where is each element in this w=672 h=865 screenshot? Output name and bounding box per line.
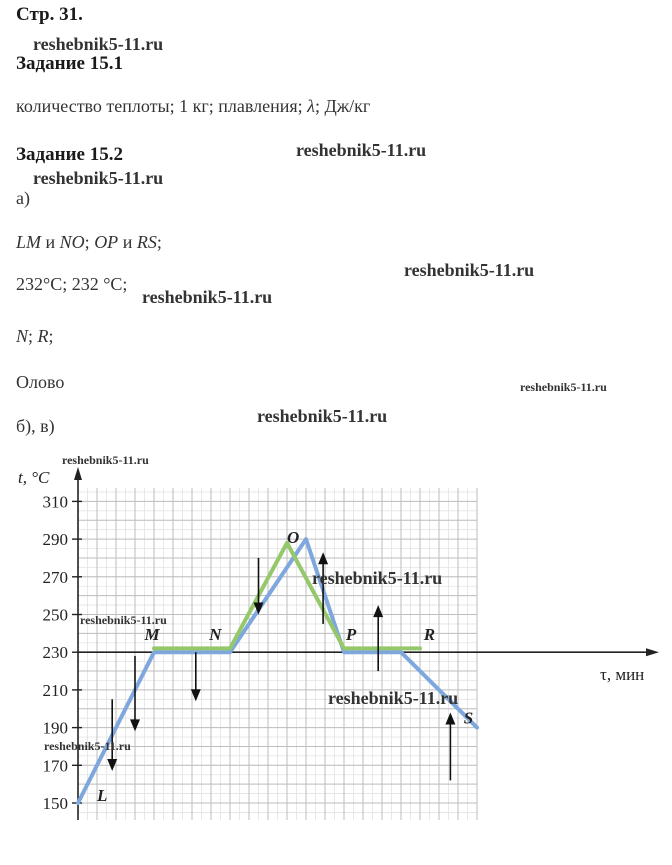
conj: и: [41, 232, 60, 252]
y-tick-label: 250: [42, 605, 68, 625]
lambda-symbol: λ: [307, 96, 315, 116]
y-tick-label: 290: [42, 530, 68, 550]
watermark: reshebnik5-11.ru: [296, 140, 427, 160]
end: ;: [48, 326, 54, 346]
end: ;: [156, 232, 162, 252]
x-axis-label: τ, мин: [600, 665, 645, 685]
sep: ;: [84, 232, 95, 252]
segment-op: OP: [94, 232, 119, 252]
point-label-l: L: [97, 786, 108, 805]
watermark: reshebnik5-11.ru: [142, 287, 273, 307]
task-15-1-title: Задание 15.1: [16, 53, 123, 74]
task-15-1-answer: [16, 96, 370, 117]
y-tick-label: 210: [42, 680, 68, 700]
temperature-time-chart: [0, 440, 672, 865]
watermark: reshebnik5-11.ru: [404, 260, 535, 280]
watermark: reshebnik5-11.ru: [33, 168, 164, 188]
page-header: Стр. 31.: [16, 4, 83, 25]
sep: ;: [28, 326, 38, 346]
segment-rs: RS: [136, 232, 157, 252]
answer-text: количество теплоты; 1 кг; плавления;: [16, 96, 303, 116]
watermark: reshebnik5-11.ru: [44, 739, 131, 753]
point-n: N: [16, 326, 29, 346]
y-tick-label: 230: [42, 643, 68, 663]
point-label-o: O: [287, 528, 300, 548]
conj: и: [118, 232, 137, 252]
part-bc-label: б), в): [16, 416, 55, 436]
y-axis-arrow: [74, 467, 82, 480]
point-label-p: P: [345, 625, 357, 645]
y-tick-label: 150: [42, 794, 68, 813]
answer-line-temperatures: 232°C; 232 °C;: [16, 274, 128, 294]
point-label-m: M: [144, 625, 160, 645]
y-tick-label: 270: [42, 567, 68, 587]
task-15-2-title: Задание 15.2: [16, 144, 123, 165]
point-label-n: N: [209, 625, 222, 645]
watermark: reshebnik5-11.ru: [328, 688, 459, 708]
answer-line-segments: [16, 232, 162, 253]
watermark: reshebnik5-11.ru: [520, 380, 607, 394]
watermark: reshebnik5-11.ru: [80, 613, 167, 627]
y-tick-label: 310: [42, 492, 68, 512]
watermark: reshebnik5-11.ru: [62, 453, 149, 467]
answer-line-points: [16, 326, 54, 347]
x-axis-arrow: [646, 648, 659, 656]
y-tick-label: 190: [42, 718, 68, 738]
point-label-r: R: [423, 625, 436, 645]
watermark: reshebnik5-11.ru: [257, 406, 388, 426]
watermark: reshebnik5-11.ru: [33, 34, 164, 54]
point-label-s: S: [463, 708, 474, 728]
answer-text-end: ; Дж/кг: [314, 96, 371, 116]
y-tick-label: 170: [42, 756, 68, 776]
watermark: reshebnik5-11.ru: [312, 568, 443, 588]
answer-line-substance: Олово: [16, 372, 65, 392]
y-axis-label: t, °C: [18, 468, 50, 487]
segment-lm: LM: [16, 232, 42, 252]
point-r: R: [37, 326, 49, 346]
part-a-label: а): [16, 188, 30, 208]
heat-flow-arrowhead: [130, 719, 140, 731]
segment-no: NO: [59, 232, 85, 252]
